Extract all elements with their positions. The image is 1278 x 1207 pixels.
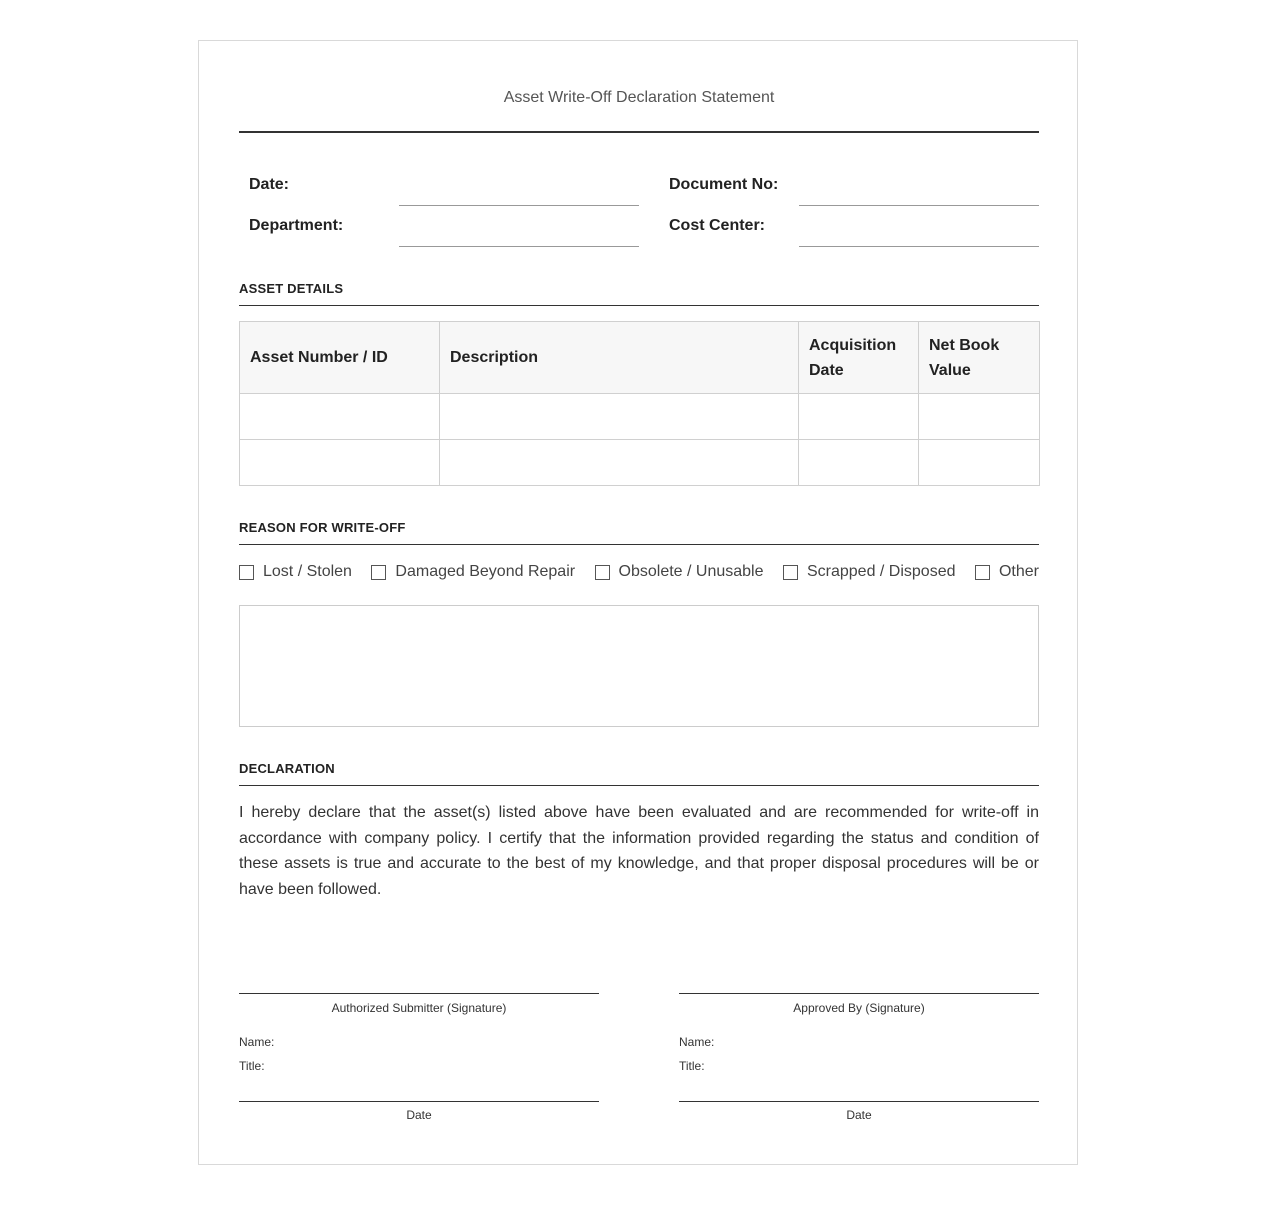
reason-option-lost-stolen[interactable] bbox=[239, 563, 352, 581]
reason-notes-box[interactable] bbox=[239, 605, 1039, 727]
reason-heading: REASON FOR WRITE-OFF bbox=[239, 520, 1039, 545]
checkbox[interactable] bbox=[975, 565, 990, 580]
column-header-acquisition-date: Acquisition Date bbox=[799, 322, 919, 394]
document-page bbox=[198, 40, 1078, 1165]
approver-date-line[interactable] bbox=[679, 1101, 1039, 1102]
reason-option-label: Damaged Beyond Repair bbox=[395, 563, 576, 580]
document-no-field[interactable] bbox=[799, 205, 1039, 206]
checkbox[interactable] bbox=[783, 565, 798, 580]
table-cell[interactable] bbox=[440, 394, 799, 440]
approver-signature-block bbox=[679, 993, 1039, 1122]
reason-option-label: Obsolete / Unusable bbox=[618, 563, 764, 580]
asset-details-heading: ASSET DETAILS bbox=[239, 281, 1039, 306]
submitter-title-label: Title: bbox=[239, 1059, 265, 1073]
table-cell[interactable] bbox=[799, 394, 919, 440]
date-label: Date: bbox=[249, 176, 290, 193]
checkbox[interactable] bbox=[371, 565, 386, 580]
table-header-row bbox=[240, 322, 1040, 394]
table-cell[interactable] bbox=[240, 440, 440, 486]
column-header-asset-number: Asset Number / ID bbox=[240, 322, 440, 394]
reason-option-label: Other bbox=[998, 563, 1039, 580]
table-cell[interactable] bbox=[799, 440, 919, 486]
submitter-signature-block bbox=[239, 993, 599, 1122]
table-cell[interactable] bbox=[240, 394, 440, 440]
department-label: Department: bbox=[249, 217, 344, 234]
table-cell[interactable] bbox=[440, 440, 799, 486]
document-title: Asset Write-Off Declaration Statement bbox=[503, 89, 775, 106]
table-row bbox=[240, 440, 1040, 486]
approver-name-label: Name: bbox=[679, 1035, 715, 1049]
declaration-heading: DECLARATION bbox=[239, 761, 1039, 786]
reason-option-scrapped[interactable] bbox=[783, 563, 956, 581]
approver-signature-caption: Approved By (Signature) bbox=[793, 1001, 925, 1015]
submitter-signature-caption: Authorized Submitter (Signature) bbox=[331, 1001, 507, 1015]
approver-date-caption: Date bbox=[846, 1108, 872, 1122]
submitter-name-label: Name: bbox=[239, 1035, 275, 1049]
reason-option-label: Lost / Stolen bbox=[263, 563, 352, 580]
reason-options bbox=[239, 561, 1039, 583]
date-field[interactable] bbox=[399, 205, 639, 206]
column-header-net-book-value: Net Book Value bbox=[919, 322, 1040, 394]
reason-option-damaged[interactable] bbox=[371, 563, 575, 581]
document-no-label: Document No: bbox=[669, 176, 779, 193]
approver-signature-line[interactable] bbox=[679, 993, 1039, 994]
department-field[interactable] bbox=[399, 246, 639, 247]
approver-title-label: Title: bbox=[679, 1059, 705, 1073]
submitter-date-line[interactable] bbox=[239, 1101, 599, 1102]
reason-option-obsolete[interactable] bbox=[595, 563, 764, 581]
submitter-signature-line[interactable] bbox=[239, 993, 599, 994]
checkbox[interactable] bbox=[595, 565, 610, 580]
cost-center-label: Cost Center: bbox=[669, 217, 766, 234]
title-divider bbox=[239, 131, 1039, 133]
column-header-description: Description bbox=[440, 322, 799, 394]
table-cell[interactable] bbox=[919, 440, 1040, 486]
reason-option-other[interactable] bbox=[975, 563, 1039, 581]
checkbox[interactable] bbox=[239, 565, 254, 580]
asset-details-table bbox=[239, 321, 1040, 486]
table-cell[interactable] bbox=[919, 394, 1040, 440]
submitter-date-caption: Date bbox=[406, 1108, 432, 1122]
table-row bbox=[240, 394, 1040, 440]
reason-option-label: Scrapped / Disposed bbox=[806, 563, 956, 580]
cost-center-field[interactable] bbox=[799, 246, 1039, 247]
declaration-text: I hereby declare that the asset(s) listed above have been evaluated and are recommended for write-off in accordance with company policy. I certify that the information provided regarding the status and condition of these assets is true and accurate to the best of my knowledge, and that proper disposal procedures will be or have been followed. bbox=[239, 804, 1039, 898]
